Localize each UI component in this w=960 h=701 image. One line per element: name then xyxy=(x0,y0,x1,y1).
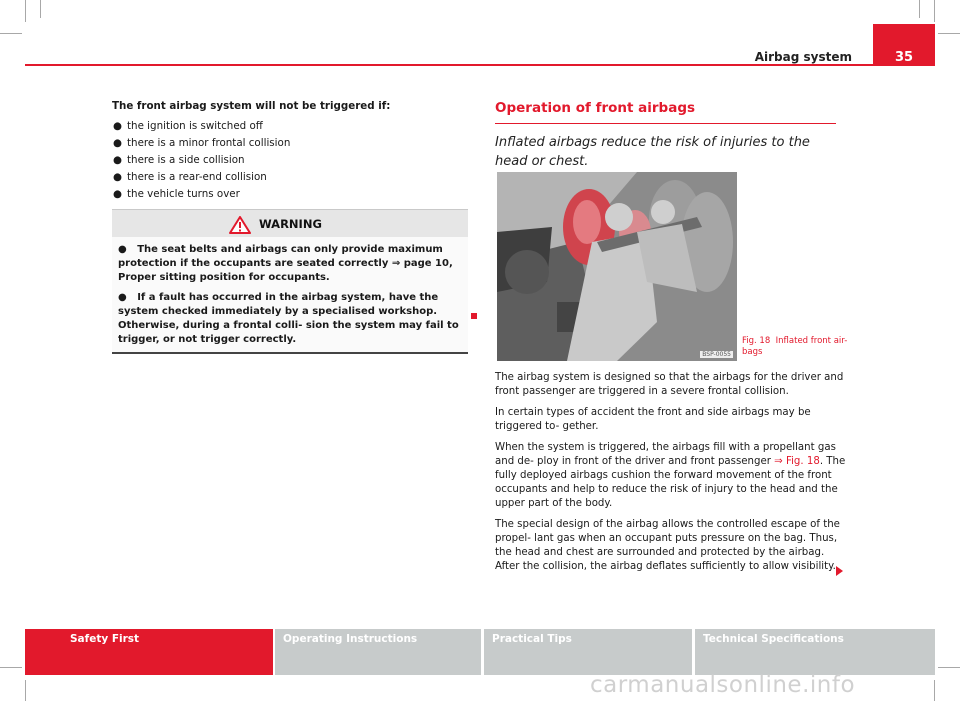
warning-box xyxy=(112,209,468,354)
page-number: 35 xyxy=(873,24,935,66)
section-subtitle: Inflated airbags reduce the risk of injuries to the head or chest. xyxy=(495,135,810,169)
figure-label: Fig. 18 xyxy=(742,336,771,346)
left-column xyxy=(112,98,470,203)
list-item: ● the ignition is switched off xyxy=(112,118,470,135)
crop-mark xyxy=(934,680,935,701)
figure-airbag-illustration xyxy=(497,172,737,361)
bullet-icon: ● xyxy=(113,137,122,149)
section-heading: Operation of front airbags xyxy=(495,100,696,116)
warning-triangle-icon xyxy=(229,216,251,234)
page-reference-link[interactable]: ⇒ page 10, Proper sitting position for occupants. xyxy=(118,258,453,283)
footer-tab-safety-first[interactable]: Safety First xyxy=(25,629,273,675)
crop-mark xyxy=(0,667,22,668)
bullet-icon: ● xyxy=(118,292,127,303)
paragraph: The special design of the airbag allows the controlled escape of the propel- lant gas when an occupant puts pressure on the bag. Thus, the head and chest are surrounded and protected by the airbag. After the collision, the airbag deflates sufficiently to allow visibility. xyxy=(495,519,840,572)
crop-mark xyxy=(938,33,960,34)
bullet-list xyxy=(112,118,470,203)
footer-tab-technical-specifications[interactable]: Technical Specifications xyxy=(695,629,935,675)
crop-mark xyxy=(25,680,26,701)
crop-mark xyxy=(40,0,41,18)
section-end-mark xyxy=(471,313,477,319)
list-item: ● the vehicle turns over xyxy=(112,186,470,203)
crop-mark xyxy=(919,0,920,18)
list-item: ● there is a rear-end collision xyxy=(112,169,470,186)
figure-code: BSP-0055 xyxy=(702,351,731,358)
paragraph: When the system is triggered, the airbags fill with a propellant gas and de- ploy in front of the driver and front passenger ⇒ Fig. 18. The fully deployed airbags cushion the forward movement of the front occupants and help to reduce the risk of injury to the head and the upper part of the body. xyxy=(495,442,846,509)
continue-arrow-icon xyxy=(836,566,843,576)
section-title: Airbag system xyxy=(754,50,852,64)
bullet-icon: ● xyxy=(113,188,122,200)
figure-caption: Fig. 18 Inflated front air- bags xyxy=(742,336,848,357)
watermark: carmanualsonline.info xyxy=(590,672,856,698)
crop-mark xyxy=(934,0,935,22)
warning-item: ● If a fault has occurred in the airbag system, have the system checked immediately by a specialised workshop. Otherwise, during a frontal colli- sion the system may fail to trigger, or not trigger correctly. xyxy=(118,292,459,345)
warning-item: ● The seat belts and airbags can only provide maximum protection if the occupants are seated correctly ⇒ page 10, Proper sitting position for occupants. xyxy=(118,244,453,283)
footer-tab-operating-instructions[interactable]: Operating Instructions xyxy=(275,629,481,675)
bullet-icon: ● xyxy=(118,244,127,255)
bullet-icon: ● xyxy=(113,120,122,132)
paragraph: The airbag system is designed so that the airbags for the driver and front passenger are triggered in a severe frontal collision. xyxy=(495,372,844,397)
crop-mark xyxy=(938,667,960,668)
airbag-illustration xyxy=(497,172,737,361)
warning-header xyxy=(112,210,468,237)
list-item: ● there is a minor frontal collision xyxy=(112,135,470,152)
list-item: ● there is a side collision xyxy=(112,152,470,169)
header-rule xyxy=(25,64,935,66)
warning-title: WARNING xyxy=(259,217,322,231)
intro-text: The front airbag system will not be triggered if: xyxy=(112,100,391,112)
bullet-icon: ● xyxy=(113,154,122,166)
footer-tab-practical-tips[interactable]: Practical Tips xyxy=(484,629,692,675)
heading-rule xyxy=(495,123,836,124)
right-column xyxy=(495,100,853,171)
warning-body xyxy=(112,237,468,352)
body-text xyxy=(495,371,847,581)
bullet-icon: ● xyxy=(113,171,122,183)
figure-reference-link[interactable]: ⇒ Fig. 18 xyxy=(774,456,820,467)
crop-mark xyxy=(0,33,22,34)
paragraph: In certain types of accident the front and side airbags may be triggered to- gether. xyxy=(495,407,811,432)
crop-mark xyxy=(25,0,26,22)
